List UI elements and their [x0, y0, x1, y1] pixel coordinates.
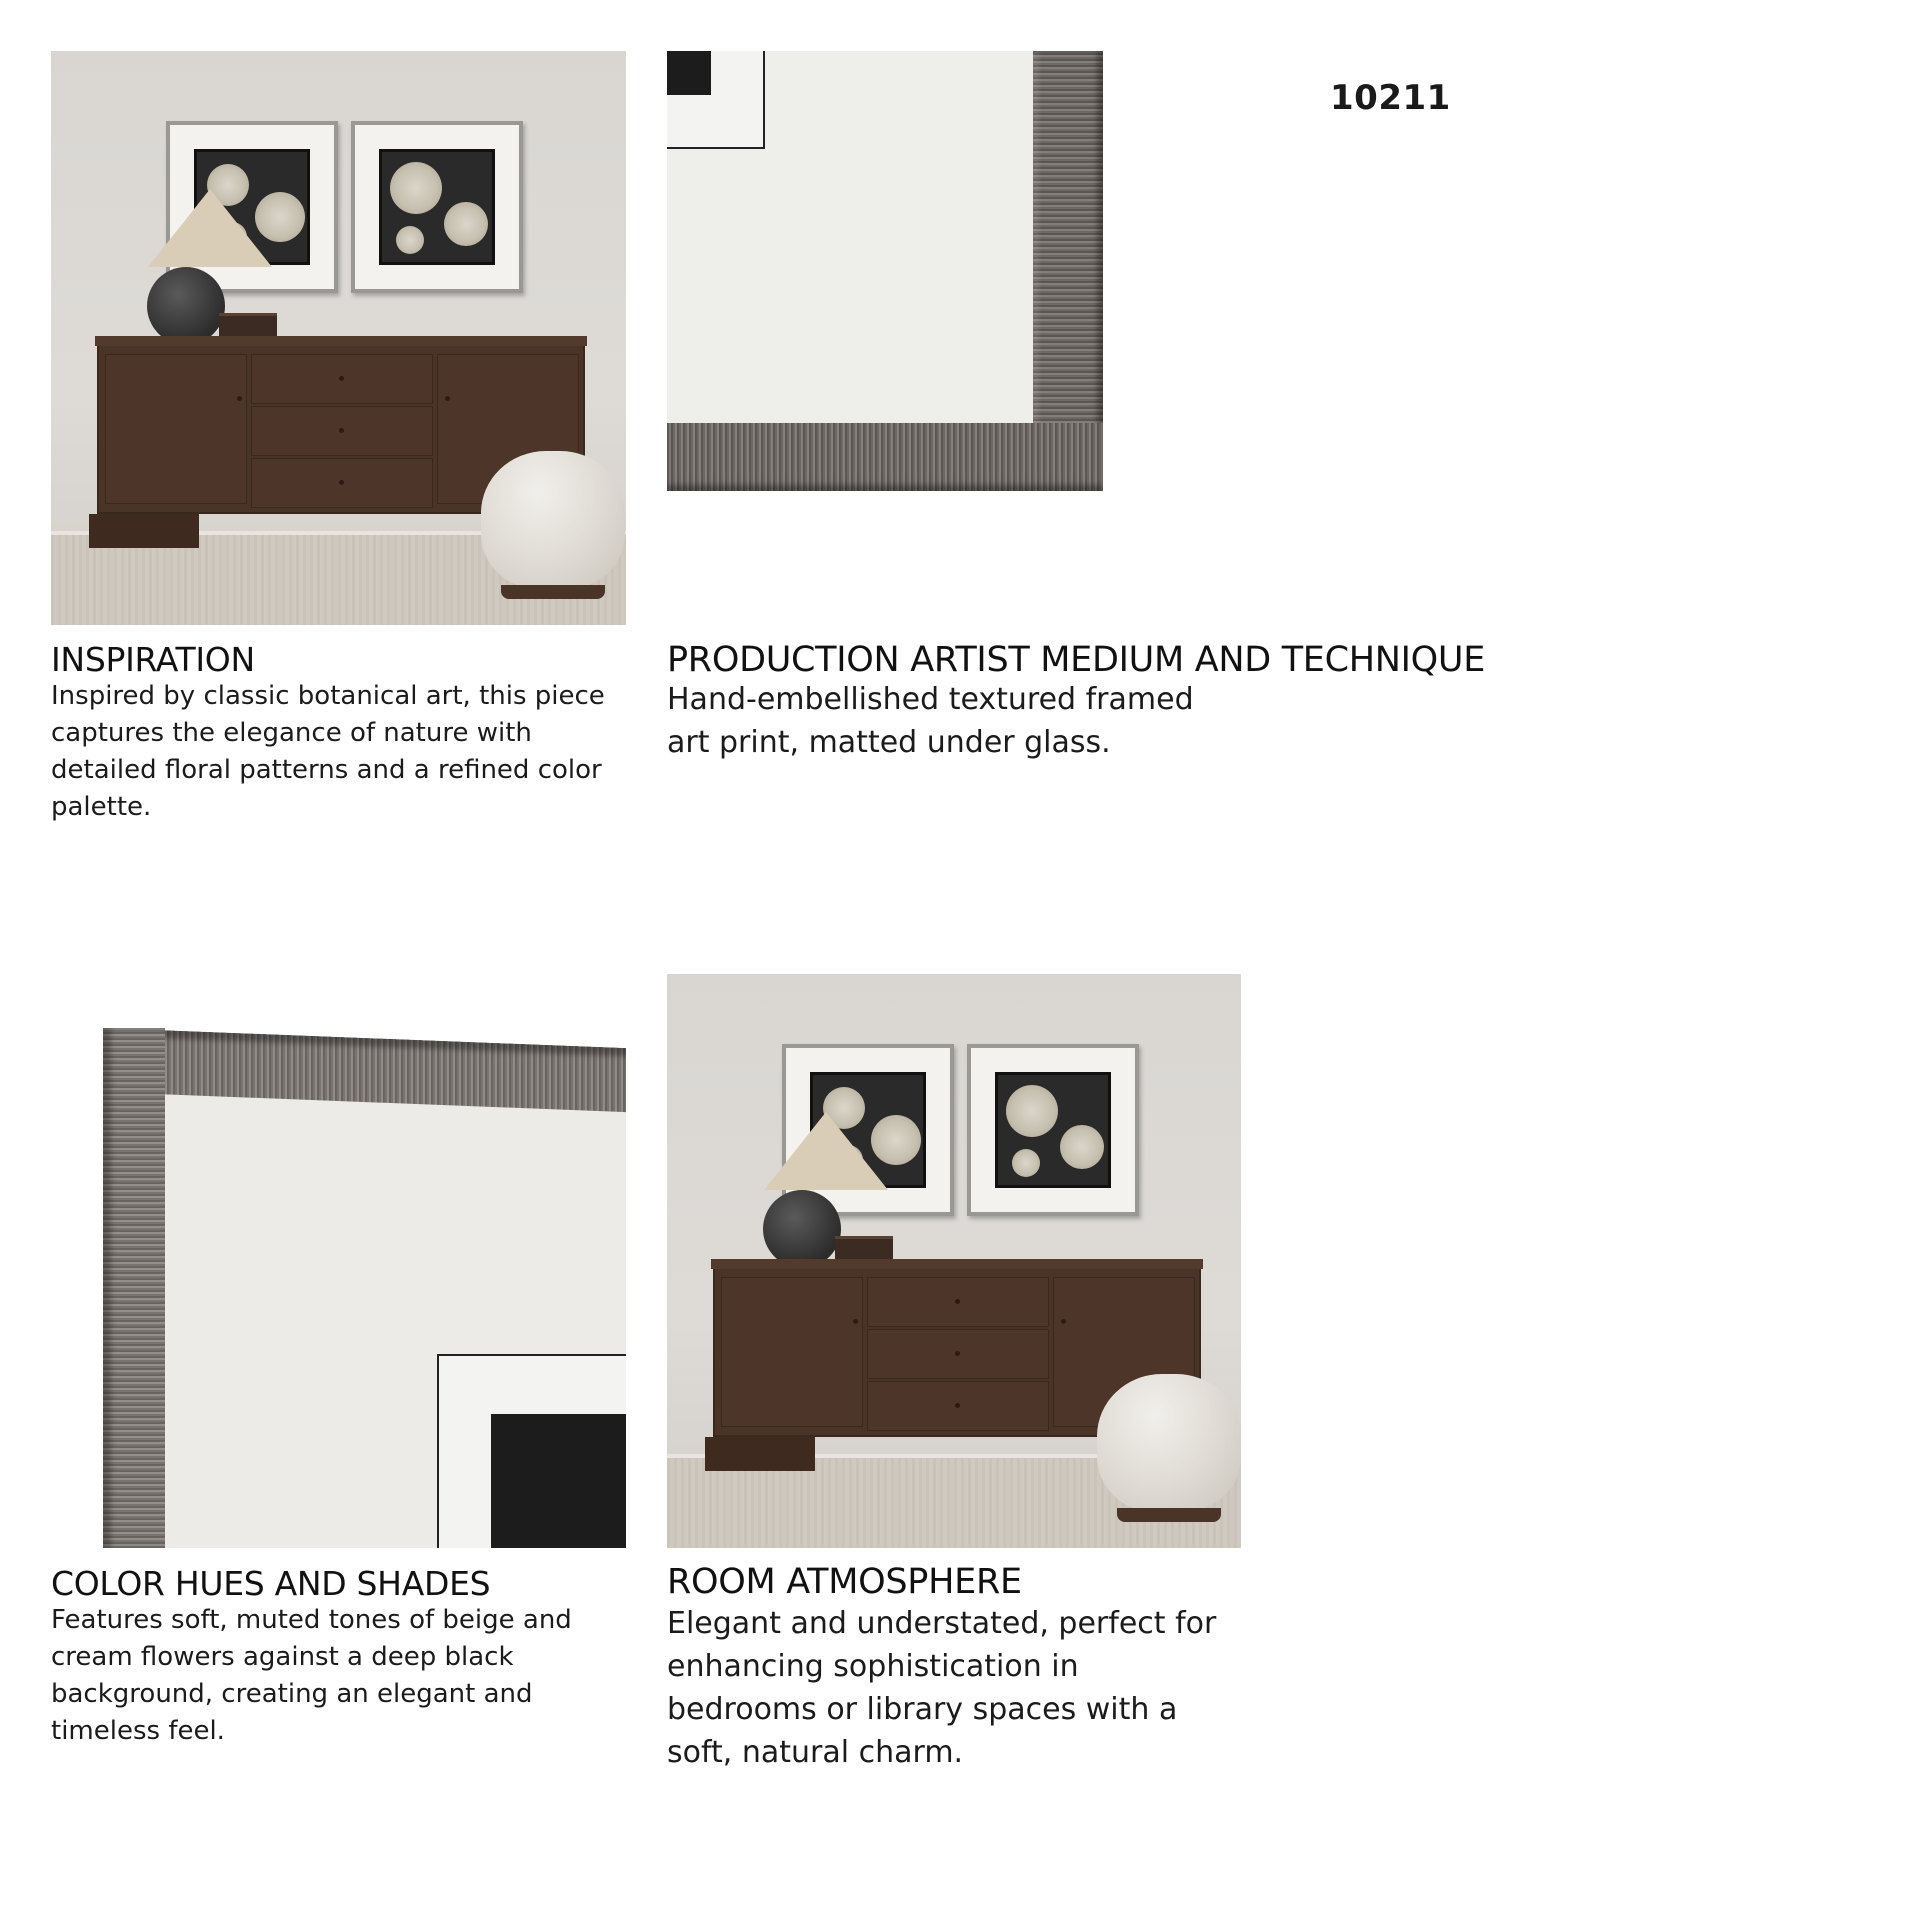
room-scene-image: [51, 51, 626, 625]
framed-print-right: [351, 121, 523, 293]
product-code: 10211: [1330, 78, 1451, 118]
color-heading: COLOR HUES AND SHADES: [51, 1564, 491, 1603]
production-heading: PRODUCTION ARTIST MEDIUM AND TECHNIQUE: [667, 640, 1486, 680]
frame-angle-detail-image: [51, 974, 626, 1548]
atmosphere-body: Elegant and understated, perfect for enhancing sophistication in bedrooms or library spaces with a soft, natural charm.: [667, 1606, 1217, 1770]
pouf: [1097, 1374, 1241, 1512]
production-body: Hand-embellished textured framed art print, matted under glass.: [667, 682, 1194, 760]
inspiration-body: Inspired by classic botanical art, this piece captures the elegance of nature with detailed floral patterns and a refined color palette.: [51, 681, 605, 822]
frame-corner-detail-image: [667, 51, 1109, 493]
atmosphere-heading: ROOM ATMOSPHERE: [667, 1562, 1022, 1602]
color-body: Features soft, muted tones of beige and cream flowers against a deep black background, creating an elegant and timeless feel.: [51, 1605, 572, 1746]
room-atmosphere-image: [667, 974, 1241, 1548]
framed-print-right: [967, 1044, 1139, 1216]
pouf: [481, 451, 625, 589]
inspiration-heading: INSPIRATION: [51, 640, 255, 679]
